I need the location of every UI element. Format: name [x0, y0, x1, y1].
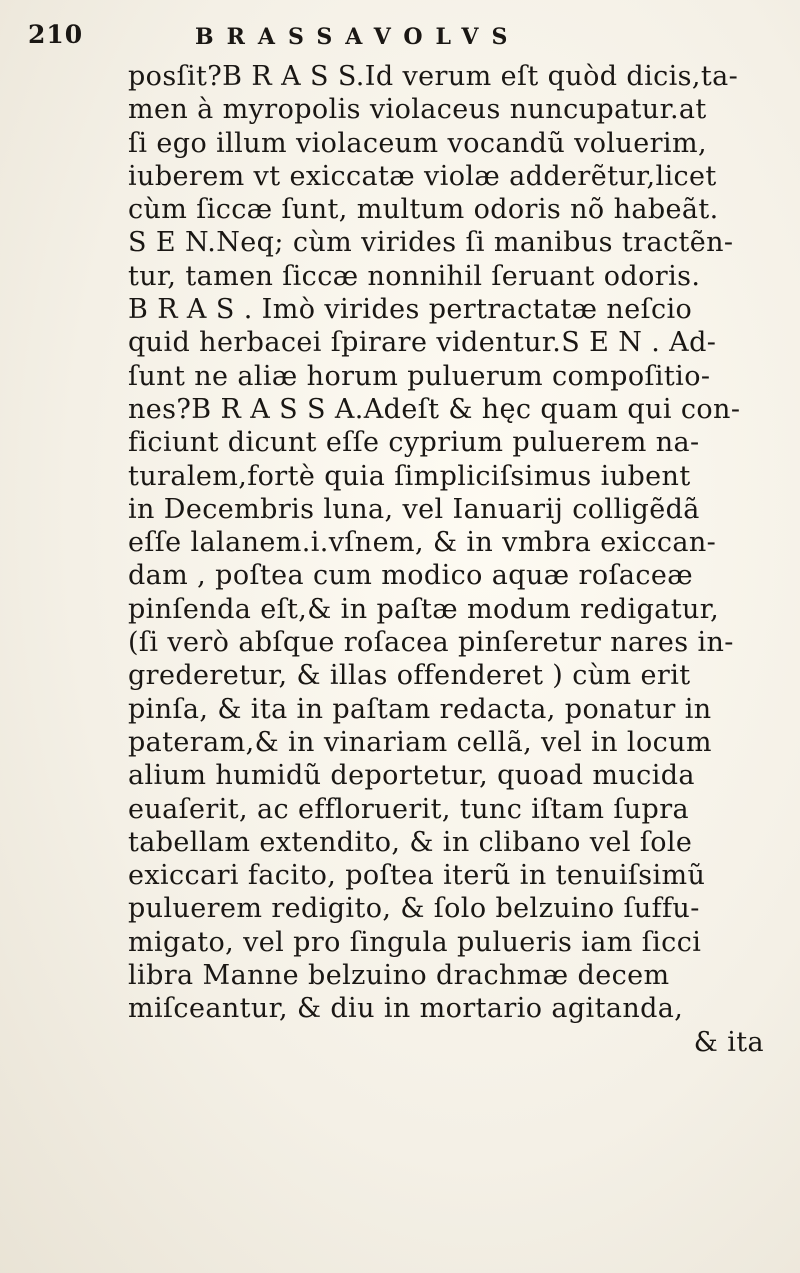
- text-line: pinſa, & ita in paſtam redacta, ponatur in: [128, 693, 712, 725]
- body-text: [128, 60, 778, 1059]
- page-number: 210: [28, 20, 84, 49]
- text-line: puluerem redigito, & ſolo belzuino ſuffu-: [128, 893, 700, 925]
- text-line: libra Manne belzuino drachmæ decem: [128, 960, 670, 992]
- page-header: [28, 18, 700, 58]
- text-line: tur, tamen ſiccæ nonnihil ſeruant odoris.: [128, 260, 701, 292]
- catchword: & ita: [693, 1026, 764, 1058]
- text-line: exiccari facito, poſtea iterũ in tenuiſsimũ: [128, 860, 706, 892]
- text-line: miſceantur, & diu in mortario agitanda,: [128, 993, 684, 1025]
- running-head: BRASSAVOLVS: [195, 24, 521, 50]
- text-line: nes?B R A S S A.Adeſt & hęc quam qui con-: [128, 393, 741, 425]
- text-line: ſi ego illum violaceum vocandũ voluerim,: [128, 127, 707, 159]
- text-line: migato, vel pro ſingula pulueris iam ſicci: [128, 926, 702, 958]
- text-line: iuberem vt exiccatæ violæ adderẽtur,licet: [128, 160, 717, 192]
- text-line: quid herbacei ſpirare videntur.S E N . Ad-: [128, 327, 717, 359]
- text-line: S E N.Neq; cùm virides ſi manibus tractẽn-: [128, 227, 734, 259]
- text-line: ficiunt dicunt eſſe cyprium puluerem na-: [128, 427, 700, 459]
- text-line: tabellam extendito, & in clibano vel ſole: [128, 826, 693, 858]
- text-line: euaſerit, ac effloruerit, tunc iſtam ſupra: [128, 793, 690, 825]
- text-line: alium humidũ deportetur, quoad mucida: [128, 760, 695, 792]
- text-line: turalem,fortè quia ſimpliciſsimus iubent: [128, 460, 691, 492]
- text-line: ſunt ne aliæ horum puluerum compoſitio-: [128, 360, 711, 392]
- text-line: posſit?B R A S S.Id verum eſt quòd dicis,ta-: [128, 61, 739, 92]
- text-line: men à myropolis violaceus nuncupatur.at: [128, 94, 707, 126]
- text-line: dam , poſtea cum modico aquæ roſaceæ: [128, 560, 694, 592]
- text-line: grederetur, & illas offenderet ) cùm erit: [128, 660, 691, 692]
- text-line: in Decembris luna, vel Ianuarij colligẽdã: [128, 493, 700, 525]
- text-line: pinſenda eſt,& in paſtæ modum redigatur,: [128, 593, 720, 625]
- text-line: B R A S . Imò virides pertractatæ neſcio: [128, 294, 693, 326]
- text-line: pateram,& in vinariam cellã, vel in locum: [128, 726, 712, 758]
- text-line: (ſi verò abſque roſacea pinſeretur nares in-: [128, 627, 734, 659]
- text-line: cùm ſiccæ ſunt, multum odoris nõ habeãt.: [128, 194, 719, 226]
- text-line: eſſe lalanem.i.vſnem, & in vmbra exiccan-: [128, 527, 717, 559]
